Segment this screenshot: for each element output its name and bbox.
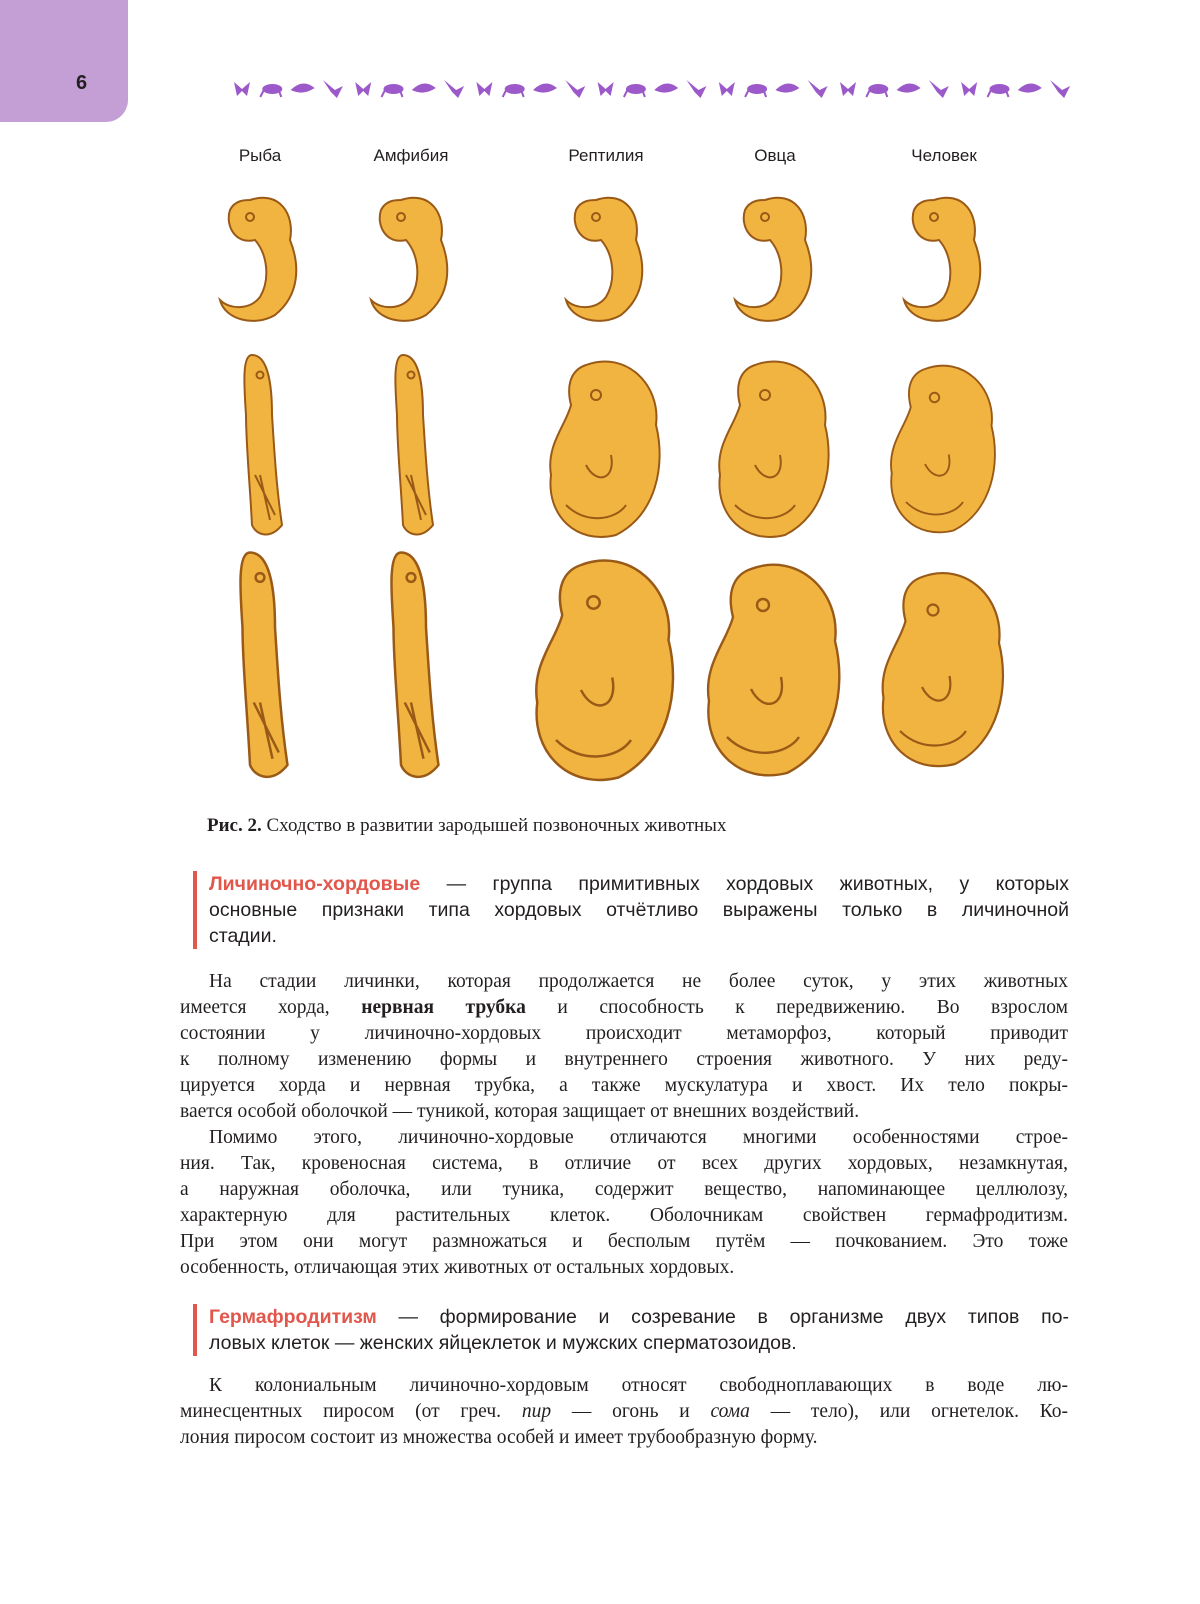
defined-term: Личиночно-хордовые	[209, 873, 421, 895]
embryo-illustration	[904, 198, 980, 321]
definition-larval-chordates	[193, 871, 1069, 949]
animal-silhouette-icon	[476, 82, 492, 96]
text-line	[180, 995, 1068, 1021]
text-line	[180, 1125, 1068, 1151]
animal-silhouette-icon	[412, 83, 436, 92]
defined-term: Гермафродитизм	[209, 1306, 377, 1328]
column-label: Рептилия	[568, 146, 644, 165]
text-line	[180, 1021, 1068, 1047]
animal-silhouette-icon	[598, 82, 614, 96]
text-line	[209, 1304, 1069, 1330]
text-line	[209, 897, 1069, 923]
text-line	[180, 1177, 1068, 1203]
text-segment: цируется хорда и нервная трубка, а также мускулатура и хвост. Их тело покры-	[180, 1075, 1068, 1096]
text-line	[180, 1047, 1068, 1073]
italic-word: сома	[710, 1401, 750, 1422]
animal-silhouette-icon	[260, 84, 282, 97]
animal-silhouette-icon	[808, 80, 828, 98]
embryo-illustration	[536, 561, 673, 780]
text-line	[180, 1203, 1068, 1229]
animal-silhouette-icon	[929, 80, 949, 98]
caption-text: Сходство в развитии зародышей позвоночных животных	[261, 815, 727, 836]
text-line	[180, 1425, 1068, 1451]
column-label: Человек	[911, 146, 977, 165]
text-segment: лония пиросом состоит из множества особей и имеет трубообразную форму.	[180, 1427, 818, 1448]
bold-term: нервная трубка	[361, 997, 526, 1018]
text-segment: — группа примитивных хордовых животных, у которых	[420, 873, 1069, 895]
animal-silhouette-icon	[840, 82, 856, 96]
text-segment: К колониальным личиночно-хордовым относят свободноплавающих в воде лю-	[209, 1375, 1068, 1396]
text-segment: и способность к передвижению. Во взрослом	[525, 997, 1068, 1018]
animal-silhouette-icon	[897, 83, 921, 92]
embryo-illustration	[395, 355, 433, 534]
animal-silhouette-icon	[719, 82, 735, 96]
text-segment: — огонь и	[551, 1401, 711, 1422]
body-paragraph-1	[180, 969, 1068, 1281]
text-segment: а наружная оболочка, или туника, содержит вещество, напоминающее целлюлозу,	[180, 1179, 1068, 1200]
animal-silhouette-icon	[988, 84, 1010, 97]
caption-label: Рис. 2.	[207, 815, 262, 836]
text-segment: особенность, отличающая этих животных от остальных хордовых.	[180, 1257, 735, 1278]
embryo-illustration	[719, 361, 828, 536]
animal-silhouette-icon	[687, 80, 707, 98]
text-segment: характерную для растительных клеток. Оболочникам свойствен гермафродитизм.	[180, 1205, 1068, 1226]
animal-silhouette-icon	[1050, 80, 1070, 98]
text-segment: — тело), или огнетелок. Ко-	[749, 1401, 1068, 1422]
animal-silhouette-icon	[775, 83, 799, 92]
text-line	[180, 1151, 1068, 1177]
text-segment: вается особой оболочкой — туникой, которая защищает от внешних воздействий.	[180, 1101, 860, 1122]
page-tab	[0, 0, 128, 122]
animal-silhouette-icon	[382, 84, 404, 97]
embryo-illustration	[883, 573, 1003, 766]
page-number: 6	[76, 72, 88, 94]
text-line	[180, 1073, 1068, 1099]
embryo-illustration	[550, 361, 659, 536]
figure-caption	[207, 815, 726, 837]
animal-silhouette-icon	[866, 84, 888, 97]
text-segment: состоянии у личиночно-хордовых происходит метаморфоз, который приводит	[180, 1023, 1068, 1044]
embryo-illustration	[220, 198, 296, 321]
animal-silhouette-icon	[291, 83, 315, 92]
embryo-illustration	[240, 553, 287, 777]
text-segment: стадии.	[209, 925, 277, 947]
text-line	[180, 1229, 1068, 1255]
animal-silhouette-icon	[565, 80, 585, 98]
text-line	[209, 1330, 1069, 1356]
animal-silhouettes-strip	[232, 74, 1072, 104]
embryo-illustration	[566, 198, 642, 321]
column-label: Рыба	[238, 146, 282, 165]
embryo-illustration	[391, 553, 438, 777]
embryo-illustration	[708, 565, 839, 776]
animal-silhouette-icon	[1018, 83, 1042, 92]
animal-silhouette-icon	[444, 80, 464, 98]
column-label: Амфибия	[373, 146, 449, 165]
text-segment: При этом они могут размножаться и бесполым путём — почкованием. Это тоже	[180, 1231, 1068, 1252]
animal-silhouette-icon	[355, 82, 371, 96]
animal-silhouette-icon	[961, 82, 977, 96]
animal-silhouette-icon	[533, 83, 557, 92]
text-line	[180, 1099, 1068, 1125]
column-label: Овца	[754, 146, 796, 165]
animal-silhouette-icon	[745, 84, 767, 97]
text-segment: основные признаки типа хордовых отчётливо выражены только в личиночной	[209, 899, 1069, 921]
text-segment: минесцентных пиросом (от греч.	[180, 1401, 522, 1422]
text-segment: ловых клеток — женских яйцеклеток и мужских сперматозоидов.	[209, 1332, 797, 1354]
text-segment: ния. Так, кровеносная система, в отличие от всех других хордовых, незамкнутая,	[180, 1153, 1068, 1174]
animal-silhouette-icon	[624, 84, 646, 97]
text-line	[180, 969, 1068, 995]
definition-hermaphroditism	[193, 1304, 1069, 1356]
italic-word: пир	[521, 1401, 552, 1422]
animal-silhouette-icon	[503, 84, 525, 97]
text-segment: На стадии личинки, которая продолжается не более суток, у этих животных	[209, 971, 1068, 992]
animal-silhouette-icon	[654, 83, 678, 92]
text-line	[180, 1373, 1068, 1399]
text-line	[209, 871, 1069, 897]
text-segment: — формирование и созревание в организме двух типов по-	[376, 1306, 1069, 1328]
text-segment: Помимо этого, личиночно-хордовые отличаются многими особенностями строе-	[209, 1127, 1068, 1148]
text-segment: имеется хорда,	[180, 997, 362, 1018]
embryo-illustration	[371, 198, 447, 321]
text-line	[209, 923, 1069, 949]
text-line	[180, 1399, 1068, 1425]
text-line	[180, 1255, 1068, 1281]
embryo-illustration	[735, 198, 811, 321]
embryo-illustration	[891, 366, 995, 533]
embryo-comparison-figure	[190, 175, 1070, 815]
text-segment: к полному изменению формы и внутреннего строения животного. У них реду-	[180, 1049, 1068, 1070]
animal-silhouette-icon	[234, 82, 250, 96]
body-paragraph-2	[180, 1373, 1068, 1451]
animal-silhouette-icon	[323, 80, 343, 98]
embryo-illustration	[244, 355, 282, 534]
